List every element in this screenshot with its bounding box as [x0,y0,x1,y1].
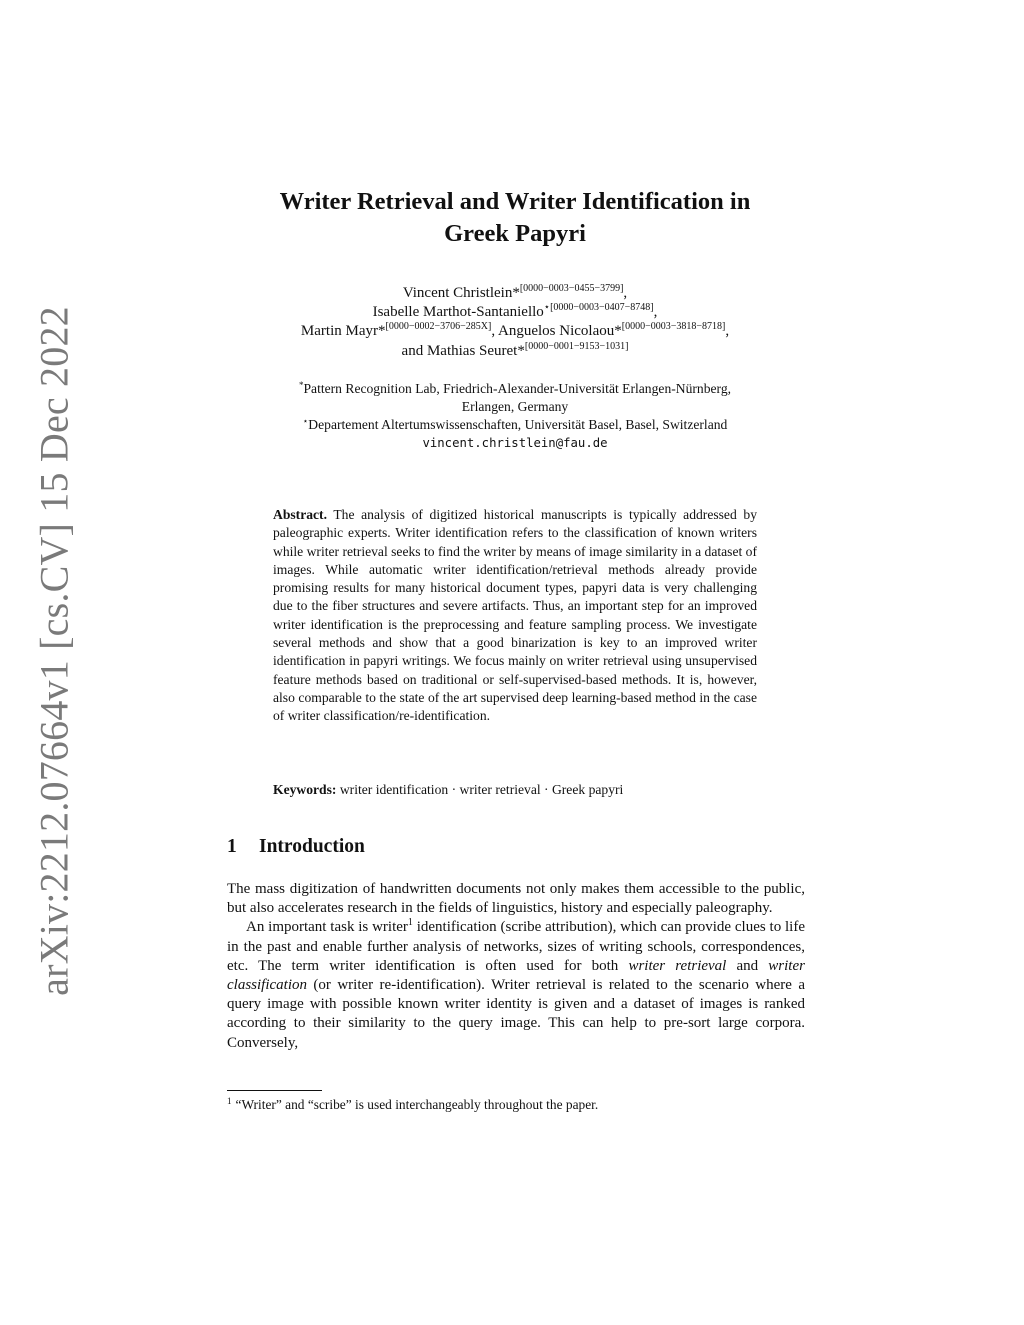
emphasis: writer retrieval [628,957,727,974]
abstract-text: The analysis of digitized historical manuscripts is typically addressed by paleographic experts. Writer identification refers to the classification of known writers while writer retrieval seeks to find the writer by means of image similarity in a dataset of images. While automatic writer identification/retrieval methods already provide promising results for many historical document types, papyri data is very challenging due to the fiber structures and severe artifacts. Thus, an important step for an improved writer identification is the preprocessing and feature sampling process. We investigate several methods and show that a good binarization is key to an improved writer identification in papyri writings. We focus mainly on writer retrieval using unsupervised feature methods based on traditional or self-supervised-based methods. It is, however, also comparable to the state of the art supervised deep learning-based method in the case of writer classification/re-identification. [273,507,757,724]
author-name: Isabelle Marthot-Santaniello [372,304,544,321]
arxiv-identifier: arXiv:2212.07664v1 [cs.CV] 15 Dec 2022 [31,306,77,996]
text-run: (or writer re-identification). Writer retrieval is related to the scenario where a query image with possible known writer identity is given and a dataset of images is ranked according to their similarity to the query image. This can help to pre-sort large corpora. Conversely, [227,977,805,1051]
separator: , [491,323,498,340]
orcid-id: [0000−0003−3818−8718] [621,321,726,333]
author-line [212,342,818,361]
affiliation-text: Pattern Recognition Lab, Friedrich-Alexander-Universität Erlangen-Nürnberg, [303,381,732,396]
affiliation-mark: * [298,380,304,390]
title-line: Writer Retrieval and Writer Identification in [279,188,751,215]
contact-email[interactable]: vincent.christlein@fau.de [422,436,608,450]
footnote-mark: 1 [227,1096,232,1106]
keywords-text: writer identification · writer retrieval · Greek papyri [339,782,624,797]
author-name: and Mathias Seuret* [401,342,525,359]
abstract-label: Abstract. [273,507,327,522]
orcid-id: [0000−0003−0407−8748] [550,302,654,314]
section-number: 1 [227,836,237,857]
affiliation-line: Erlangen, Germany [461,399,569,414]
author-line [212,303,818,322]
affiliation-mark: ⋆ [302,416,309,426]
affiliation-text: Departement Altertumswissenschaften, Universität Basel, Basel, Switzerland [308,417,728,432]
orcid-id: [0000−0003−0455−3799] [519,283,624,294]
section-heading [227,836,365,858]
separator: , [623,285,628,301]
paper-title [212,186,818,250]
footnote-text: “Writer” and “scribe” is used interchangeably throughout the paper. [235,1097,599,1112]
text-run: identification (scribe attribution), which can provide clues to life in the past and enable further analysis of networks, sizes of writing schools, correspondences, etc. The term writer identification is often used for both [227,919,805,974]
orcid-id: [0000−0002−3706−285X] [385,321,492,333]
footnote-divider [227,1090,322,1091]
author-list [212,284,818,361]
footnote [227,1096,805,1114]
text-run: An important task is writer [246,919,408,936]
title-line: Greek Papyri [444,220,586,247]
author-name: Martin Mayr* [300,323,386,340]
author-name: Vincent Christlein* [402,285,520,301]
paragraph [227,918,805,1052]
orcid-id: [0000−0001−9153−1031] [524,340,629,352]
author-line [212,284,818,303]
paragraph: The mass digitization of handwritten documents not only makes them accessible to the public, but also accelerates research in the fields of linguistics, history and especially paleography. [227,881,805,917]
author-name: Anguelos Nicolaou* [498,323,622,340]
abstract [273,506,757,726]
body-text [227,880,805,1053]
separator: , [725,323,730,340]
separator: , [653,304,658,321]
author-line [212,322,818,341]
keywords [273,781,757,799]
keywords-label: Keywords: [273,782,337,797]
affiliation-line [212,416,818,434]
affiliation-mark: ⋆ [543,302,551,314]
section-title: Introduction [259,836,365,857]
affiliation-line [212,380,818,398]
text-run: and [726,957,769,974]
emphasis: writer classification [227,957,805,994]
affiliations [212,380,818,452]
footnote-ref[interactable]: 1 [407,917,413,929]
